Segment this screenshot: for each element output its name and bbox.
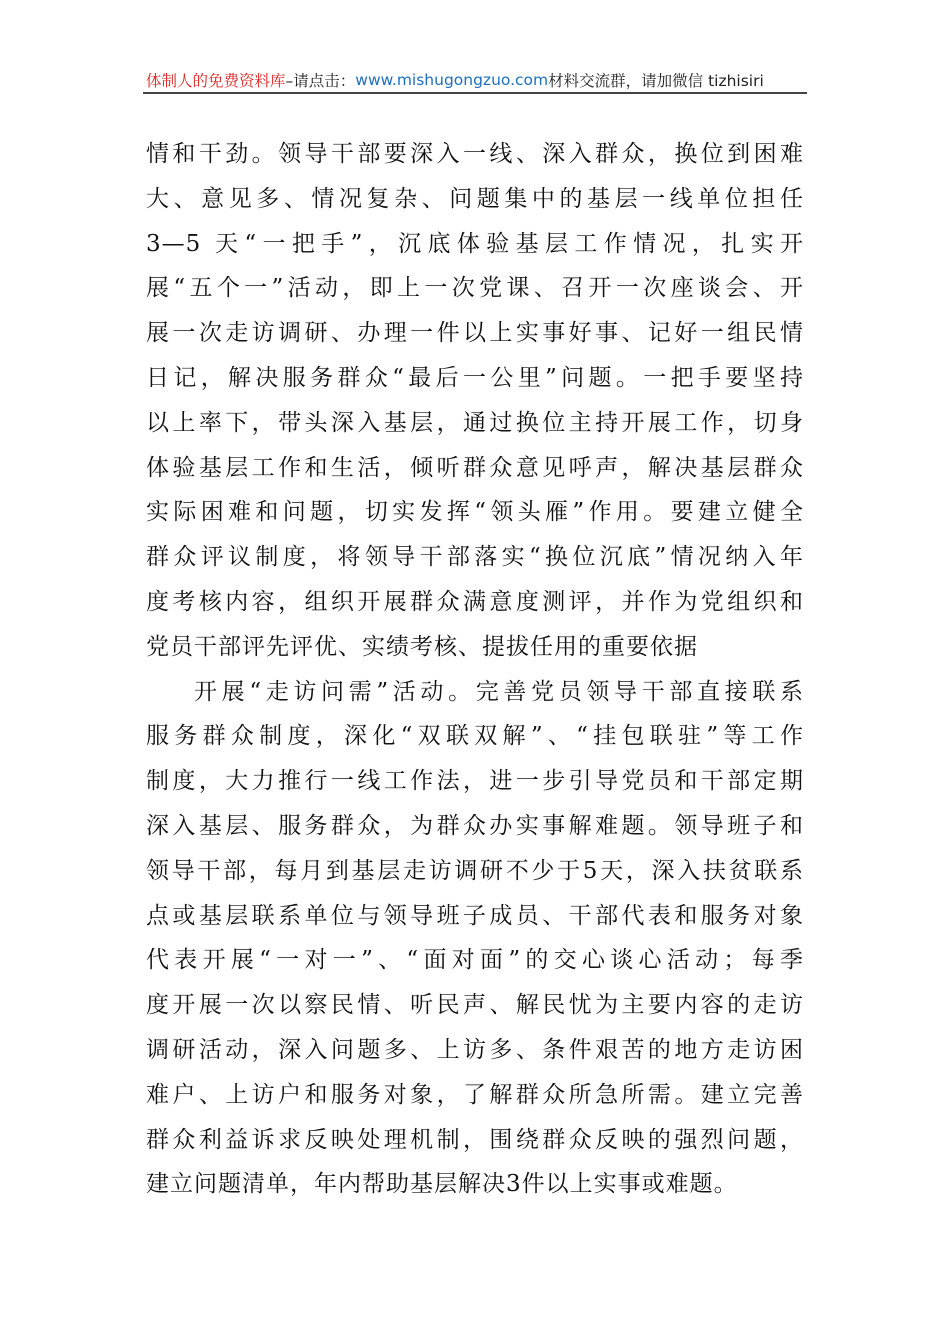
page-header	[146, 68, 806, 92]
text-line: 实际困难和问题，切实发挥“领头雁”作用。要建立健全	[146, 499, 804, 526]
text-line: 调研活动，深入问题多、上访多、条件艰苦的地方走访困	[146, 1036, 804, 1063]
document-body	[146, 132, 804, 1207]
header-url-link[interactable]: www.mishugongzuo.com	[355, 71, 549, 89]
header-brand: 体制人的免费资料库	[146, 72, 286, 90]
text-line: 日记，解决服务群众“最后一公里”问题。一把手要坚持	[146, 364, 804, 391]
header-rule	[143, 92, 807, 94]
paragraph	[146, 670, 804, 1208]
text-line: 制度，大力推行一线工作法，进一步引导党员和干部定期	[146, 768, 804, 795]
header-prompt: –请点击：	[285, 72, 356, 90]
text-line: 群众评议制度，将领导干部落实“换位沉底”情况纳入年	[146, 544, 804, 571]
text-line: 开展“走访问需”活动。完善党员领导干部直接联系	[194, 678, 804, 705]
text-line: 代表开展“一对一”、“面对面”的交心谈心活动；每季	[146, 947, 804, 974]
text-line: 以上率下，带头深入基层，通过换位主持开展工作，切身	[146, 409, 804, 436]
text-line: 度考核内容，组织开展群众满意度测评，并作为党组织和	[146, 588, 804, 615]
text-line: 建立问题清单，年内帮助基层解决3件以上实事或难题。	[146, 1171, 738, 1198]
text-line: 服务群众制度，深化“双联双解”、“挂包联驻”等工作	[146, 723, 804, 750]
paragraph	[146, 132, 804, 670]
text-line: 点或基层联系单位与领导班子成员、干部代表和服务对象	[146, 902, 804, 929]
text-line: 大、意见多、情况复杂、问题集中的基层一线单位担任	[146, 185, 804, 212]
text-line: 体验基层工作和生活，倾听群众意见呼声，解决基层群众	[146, 454, 804, 481]
text-line: 展一次走访调研、办理一件以上实事好事、记好一组民情	[146, 320, 804, 347]
text-line: 难户、上访户和服务对象，了解群众所急所需。建立完善	[146, 1081, 804, 1108]
text-line: 群众利益诉求反映处理机制，围绕群众反映的强烈问题，	[146, 1126, 804, 1153]
text-line: 展“五个一”活动，即上一次党课、召开一次座谈会、开	[146, 275, 804, 302]
text-line: 党员干部评先评优、实绩考核、提拔任用的重要依据	[146, 633, 698, 660]
header-contact: 材料交流群，请加微信 tizhisiri	[548, 72, 764, 90]
text-line: 情和干劲。领导干部要深入一线、深入群众，换位到困难	[146, 141, 804, 167]
text-line: 领导干部，每月到基层走访调研不少于5天，深入扶贫联系	[146, 857, 804, 884]
text-line: 深入基层、服务群众，为群众办实事解难题。领导班子和	[146, 812, 804, 839]
text-line: 度开展一次以察民情、听民声、解民忧为主要内容的走访	[146, 992, 804, 1019]
text-line: 3—5 天“一把手”，沉底体验基层工作情况，扎实开	[146, 230, 804, 257]
